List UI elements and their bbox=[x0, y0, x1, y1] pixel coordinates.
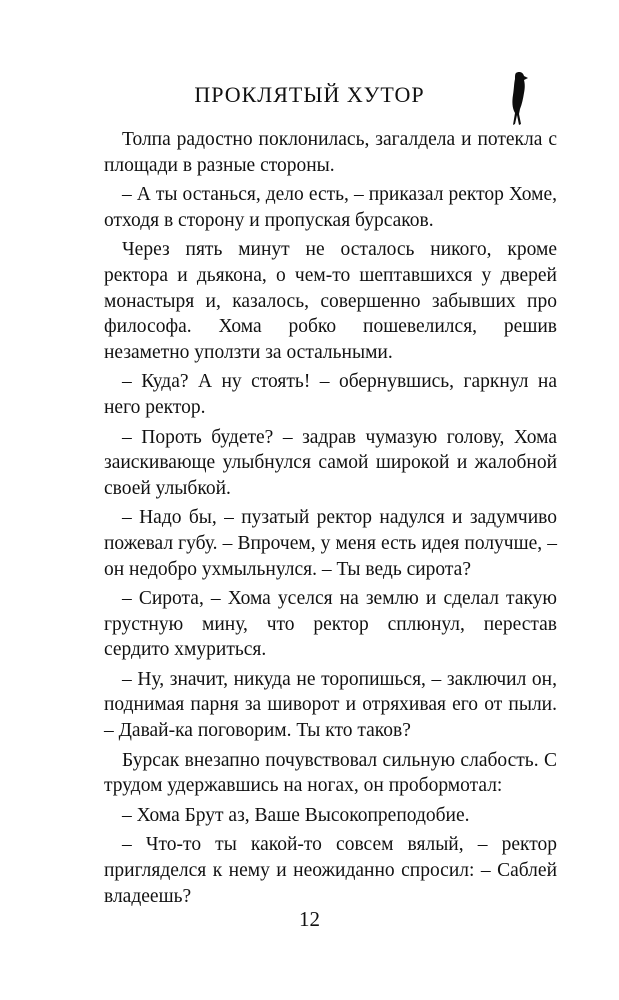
paragraph: Бурсак внезапно почувствовал сильную слабость. С трудом удержавшись на ногах, он пробормотал: bbox=[104, 749, 557, 797]
paragraph: – Куда? А ну стоять! – обернувшись, гаркнул на него ректор. bbox=[104, 371, 557, 418]
paragraph: – Ну, значит, никуда не торопишься, – заключил он, поднимая парня за шиворот и отряхивая его от пыли. – Давай-ка поговорим. Ты кто таков? bbox=[104, 668, 557, 742]
page-number: 12 bbox=[299, 907, 320, 931]
crow-silhouette-icon bbox=[507, 70, 531, 126]
paragraph: – А ты останься, дело есть, – приказал ректор Хоме, отходя в сторону и пропуская бурсаков. bbox=[104, 184, 557, 231]
paragraph: – Пороть будете? – задрав чумазую голову, Хома заискивающе улыбнулся самой широкой и жалобной своей улыбкой. bbox=[104, 426, 557, 499]
paragraph: – Сирота, – Хома уселся на землю и сделал такую грустную мину, что ректор сплюнул, перестав сердито хмуриться. bbox=[104, 588, 557, 661]
paragraph: Толпа радостно поклонилась, загалдела и потекла с площади в разные стороны. bbox=[104, 129, 557, 176]
running-head: ПРОКЛЯТЫЙ ХУТОР bbox=[194, 82, 425, 107]
text-body bbox=[104, 127, 557, 909]
paragraph: – Хома Брут аз, Ваше Высокопреподобие. bbox=[122, 804, 470, 826]
paragraph: Через пять минут не осталось никого, кроме ректора и дьякона, о чем-то шептавшихся у дверей монастыря и, казалось, совершенно забывших про философа. Хома робко пошевелился, решив незаметно уползти за остальными. bbox=[104, 239, 557, 363]
paragraph: – Надо бы, – пузатый ректор надулся и задумчиво пожевал губу. – Впрочем, у меня есть идея получше, – он недобро ухмыльнулся. – Ты ведь сирота? bbox=[104, 507, 557, 580]
paragraph: – Что-то ты какой-то совсем вялый, – ректор пригляделся к нему и неожиданно спросил: – Саблей владеешь? bbox=[104, 834, 557, 907]
